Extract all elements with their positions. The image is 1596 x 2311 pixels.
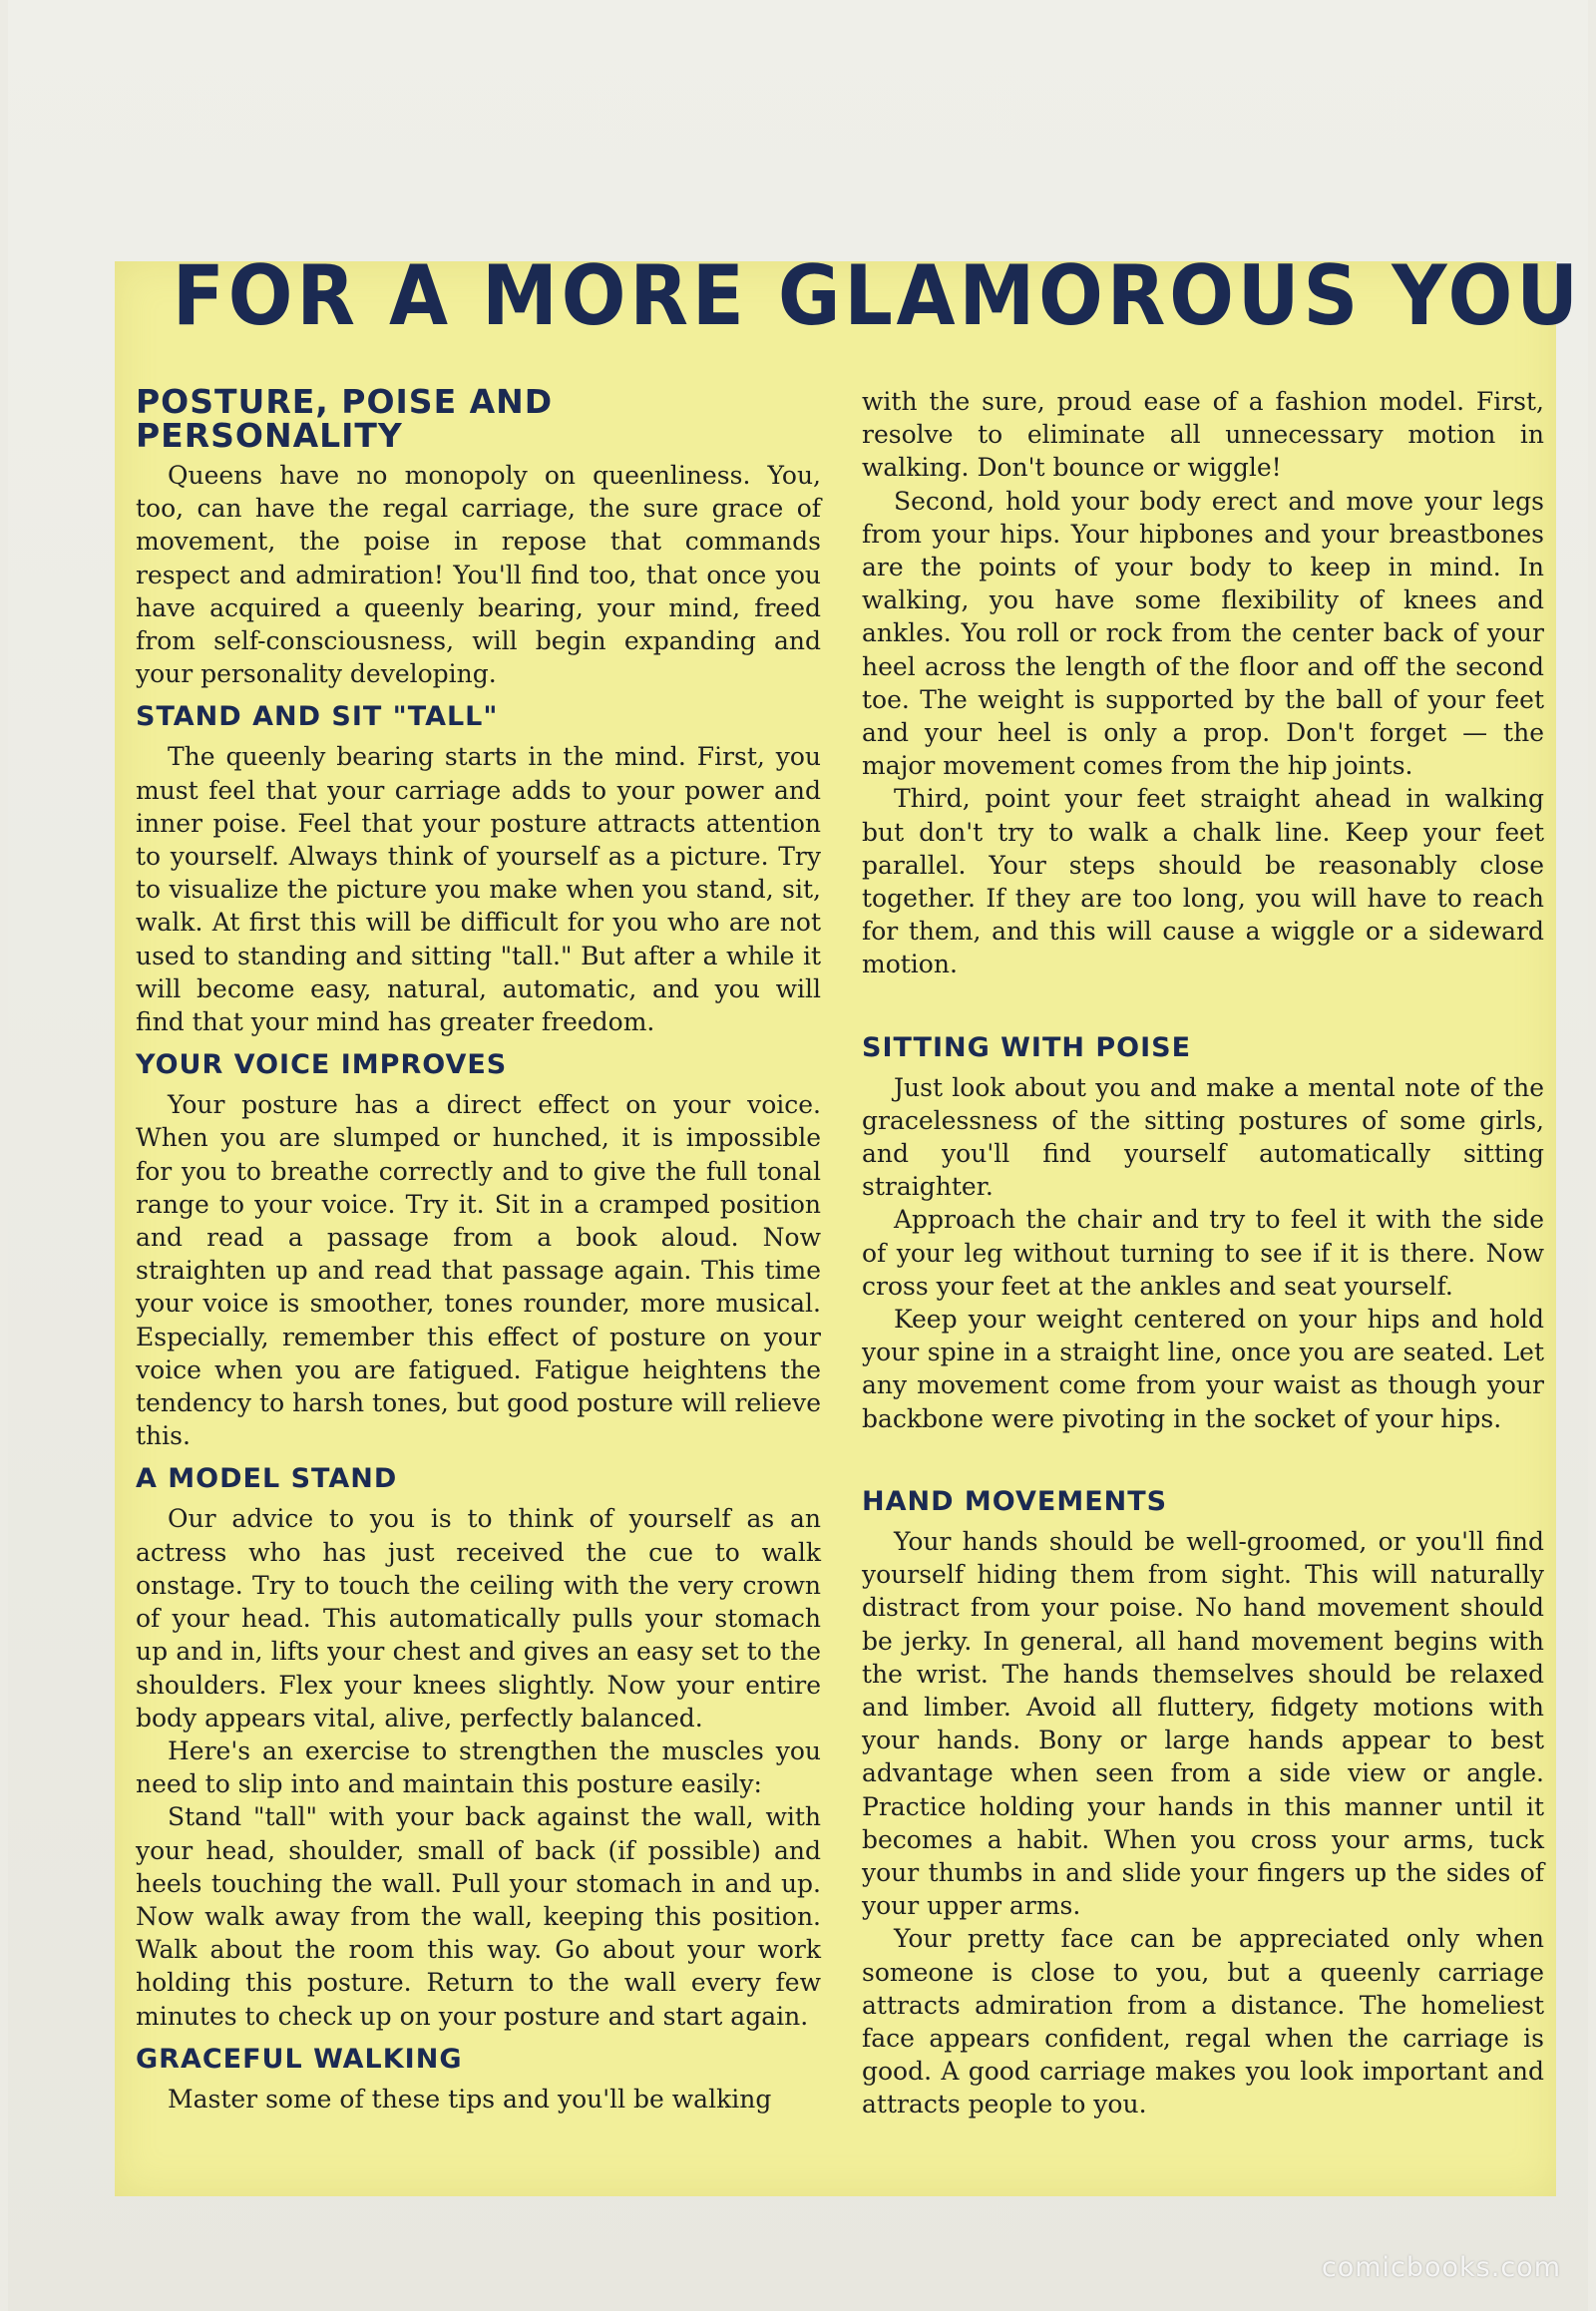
- section-heading-stand: STAND AND SIT "TALL": [136, 701, 499, 733]
- paragraph-model-1: Our advice to you is to think of yourself as an actress who has just received the cue to walk onstage. Try to touch the ceiling with the very crown of your head. This automatically pulls your stomach up and in, lifts your chest and gives an easy set to the shoulders. Flex your knees slightly. Now your entire body appears vital, alive, perfectly balanced.: [136, 1504, 821, 1733]
- section-heading-model: A MODEL STAND: [136, 1463, 398, 1495]
- paragraph-posture: Queens have no monopoly on queenliness. You, too, can have the regal carriage, the sure grace of movement, the poise in repose that commands respect and admiration! You'll find too, that once you have acquired a queenly bearing, your mind, freed from self-consciousness, will begin expanding and your personality developing.: [136, 461, 821, 689]
- section-heading-hands: HAND MOVEMENTS: [862, 1485, 1168, 1517]
- watermark: comicbooks.com: [1321, 2252, 1561, 2283]
- paragraph-sitting-2: Approach the chair and try to feel it with the side of your leg without turning to see if it is there. Now cross your feet at the ankles and seat yourself.: [862, 1205, 1544, 1301]
- spacer: [862, 1435, 1544, 1475]
- section-heading-posture: POSTURE, POISE AND PERSONALITY: [136, 382, 554, 455]
- spacer: [862, 981, 1544, 1021]
- paragraph-walking-continued: with the sure, proud ease of a fashion model. First, resolve to eliminate all unnecessary motion in walking. Don't bounce or wiggle!: [862, 387, 1544, 483]
- section-heading-voice: YOUR VOICE IMPROVES: [136, 1049, 508, 1081]
- paragraph-hands-2: Your pretty face can be appreciated only when someone is close to you, but a queenly carriage attracts admiration from a distance. The homeliest face appears confident, regal when the carriage is good. A good carriage makes you look important and attracts people to you.: [862, 1924, 1544, 2119]
- paragraph-walking-3: Third, point your feet straight ahead in walking but don't try to walk a chalk line. Keep your feet parallel. Your steps should be reasonably close together. If they are too long, you will have to reach for them, and this will cause a wiggle or a sideward motion.: [862, 784, 1544, 979]
- paragraph-voice: Your posture has a direct effect on your voice. When you are slumped or hunched, it is impossible for you to breathe correctly and to give the full tonal range to your voice. Try it. Sit in a cramped position and read a passage from a book aloud. Now straighten up and read that passage again. This time your voice is smoother, tones rounder, more musical. Especially, remember this effect of posture on your voice when you are fatigued. Fatigue heightens the tendency to harsh tones, but good posture will relieve this.: [136, 1090, 821, 1451]
- left-column: [136, 382, 821, 2116]
- section-heading-sitting: SITTING WITH POISE: [862, 1031, 1192, 1063]
- paragraph-model-2: Here's an exercise to strengthen the muscles you need to slip into and maintain this posture easily:: [136, 1735, 821, 1799]
- paragraph-stand: The queenly bearing starts in the mind. First, you must feel that your carriage adds to your power and inner poise. Feel that your posture attracts attention to yourself. Always think of yourself as a picture. Try to visualize the picture you make when you stand, sit, walk. At first this will be difficult for you who are not used to standing and sitting "tall." But after a while it will become easy, natural, automatic, and you will find that your mind has greater freedom.: [136, 742, 821, 1037]
- paragraph-model-3: Stand "tall" with your back against the wall, with your head, shoulder, small of back (if possible) and heels touching the wall. Pull your stomach in and up. Now walk away from the wall, keeping this position. Walk about the room this way. Go about your work holding this posture. Return to the wall every few minutes to check up on your posture and start again.: [136, 1802, 821, 2031]
- paragraph-sitting-1: Just look about you and make a mental note of the gracelessness of the sitting postures of some girls, and you'll find yourself automatically sitting straighter.: [862, 1072, 1544, 1202]
- paragraph-walking-2: Second, hold your body erect and move your legs from your hips. Your hipbones and your breastbones are the points of your body to keep in mind. In walking, you have some flexibility of knees and ankles. You roll or rock from the center back of your heel across the length of the floor and off the second toe. The weight is supported by the ball of your feet and your heel is only a prop. Don't forget — the major movement comes from the hip joints.: [862, 486, 1544, 781]
- section-heading-walking: GRACEFUL WALKING: [136, 2043, 463, 2075]
- paragraph-hands-1: Your hands should be well-groomed, or you'll find yourself hiding them from sight. This will naturally distract from your poise. No hand movement should be jerky. In general, all hand movement begins with the wrist. The hands themselves should be relaxed and limber. Avoid all fluttery, fidgety motions with your hands. Bony or large hands appear to best advantage when seen from a side view or angle. Practice holding your hands in this manner until it becomes a habit. When you cross your arms, tuck your thumbs in and slide your fingers up the sides of your upper arms.: [862, 1526, 1544, 1921]
- paragraph-sitting-3: Keep your weight centered on your hips and hold your spine in a straight line, once you are seated. Let any movement come from your waist as though your backbone were pivoting in the socket of your hips.: [862, 1305, 1544, 1433]
- page-title: FOR A MORE GLAMOROUS YOU: [172, 247, 1582, 344]
- paragraph-walking: Master some of these tips and you'll be walking: [168, 2084, 772, 2114]
- right-column: [862, 385, 1544, 2121]
